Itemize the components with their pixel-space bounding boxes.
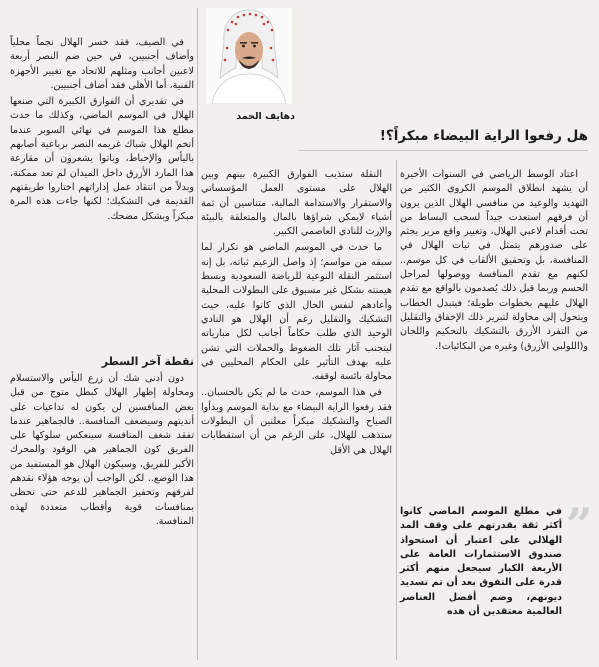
section-heading: نقطة آخر السطر bbox=[101, 355, 194, 368]
column-middle bbox=[201, 168, 392, 460]
paragraph: النقلة ستذيب الفوارق الكبيرة بينهم وبين الهلال على مستوى العمل المؤسساتي والاستقرار والاستدامة المالية، متناسين أن ثمة أشياء لايمكن شراؤها بالمال والمتعلقة بالبيئة والإرث للنادي العاصمي الكبير. bbox=[201, 169, 392, 238]
paragraph: ما حدث في الموسم الماضي هو تكرار لما سبقه من مواسم؛ إذ واصل الزعيم ثباته، بل إنه استثمر النقلة النوعية للرياضة السعودية وبسط هيمنته بشكل غير مسبوق على البطولات المحلية وأعادهم لنفس الحال الذي كانوا عليه، حيث التشكيك والتقليل رغم أن الهلال هو النادي الوحيد الذي طلب حكاماً أجانب لكل مبارياته ليتجنب آثار تلك الضغوط والحملات التي تشن عليه بهدف التأثير على الحكام المحليين في محاولة بائسة لوقفه. bbox=[201, 242, 392, 383]
paragraph: في تقديري أن الفوارق الكبيرة التي صنعها الهلال في الموسم الماضي، وكذلك ما حدث مطلع هذا الموسم في نهائي السوبر عندما أتخم الهلال شباك غريمه النصر برباعية أصابهم باليأس والإحباط، وباتوا يشعرون أن مقارعة هذا المارد الأزرق داخل الميدان لم تعد ممكنة، وبدلاً من انتقاد عمل إداراتهم اختاروا طريقتهم القديمة في التشكيك؛ لكنها جاءت هذه المرة مبكراً وبشكل مضحك. bbox=[10, 96, 194, 222]
paragraph: اعتاد الوسط الرياضي في السنوات الأخيرة أن يشهد انطلاق الموسم الكروي الكثير من التهديد والوعيد من منافسي الهلال الذين يرون أن فرقهم استعدت جيداً لسحب البساط من تحت أقدام لاعبي الهلال، وتغيير واقع مرير يجثم على صدورهم يتمثل في ثبات الهلال في المنافسة، بل وتحقيق الألقاب في كل موسم.. لكنهم مع تقدم المنافسة ووصولها لمراحل الحسم وربما قبل ذلك يُصدمون بالواقع مع تقدم الهلال عليهم بخطوات طويلة؛ فيتبدل الخطاب ويتحول إلى محاولة لتبرير ذلك الإخفاق والتقليل من التفرد الأزرق بالتشكيك بالتحكيم واللجان و(اللولبي الأزرق) وغيره من البكائيات!. bbox=[400, 169, 588, 352]
author-portrait-icon bbox=[206, 8, 292, 104]
paragraph: دون أدنى شك أن زرع اليأس والاستسلام ومحاولة إظهار الهلال كبطل متوج من قبل بعض المنافسين لن يكون له تداعيات على أنديتهم وسيضعف المنافسة.. فالجماهير عندما تفقد شغف المنافسة سينعكس سلوكها على الفريق كون الجماهير هي الوقود والمحرك الأكبر للفريق، وسيكون الهلال هو المستفيد من هذا الوضع.. لكن الواجب أن يوجه هؤلاء نقدهم لفرقهم وتحفيز الجماهير للدعم حتى نحظى بمنافسات قوية وأقطاب متعددة لهذه المنافسة. bbox=[10, 373, 194, 527]
column-left-continued bbox=[10, 372, 194, 531]
pull-quote: في مطلع الموسم الماضي كانوا أكثر ثقة بقدرتهم على وقف المد الهلالي على اعتبار أن استحواذ صندوق الاستثمارات العامة على الأربعة الكبار سيجعل منهم أكثر قدرة على التفوق بعد أن تم تسديد ديونهم، وضم أفضل العناصر العالمية معتقدين أن هذه bbox=[400, 506, 562, 618]
title-underline bbox=[298, 150, 588, 151]
column-right bbox=[400, 168, 588, 356]
paragraph: في الصيف، فقد خسر الهلال نجماً محلياً وأضاف أجنبيين، في حين ضم النصر أربعة لاعبين أجانب ومثلهم للاتحاد مع تغيير الأجهزة الفنية، أما الأهلي فقد أضاف أجنبيين. bbox=[10, 37, 194, 91]
quote-mark-icon: ” bbox=[566, 498, 593, 552]
author-name: دهايف الحمد bbox=[236, 111, 295, 122]
column-left bbox=[10, 36, 194, 226]
paragraph: في هذا الموسم، حدث ما لم يكن بالحسبان.. فقد رفعوا الراية البيضاء مع بداية الموسم وبدأوا الصياح والتشكيك مبكراً معلنين أن البطولات ستذهب للهلال، على الرغم من أن استقطابات الهلال هي الأقل bbox=[201, 387, 392, 456]
column-divider bbox=[396, 160, 397, 660]
article-title: هل رفعوا الراية البيضاء مبكراً؟! bbox=[379, 128, 588, 144]
column-divider bbox=[197, 8, 198, 660]
author-photo bbox=[206, 8, 292, 104]
